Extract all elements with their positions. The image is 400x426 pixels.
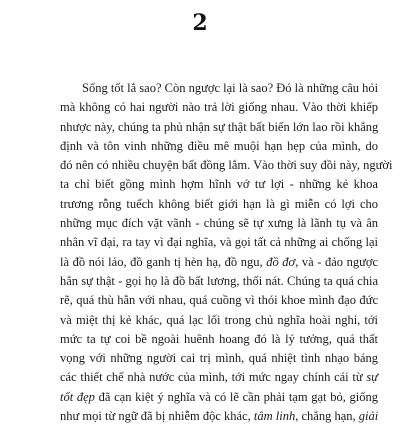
text-line xyxy=(60,79,378,98)
text-segment: những mục đích vặt vãnh - chúng sẽ tự xưng là lãnh tụ và ân xyxy=(60,216,378,231)
text-segment: như mọi từ ngữ đã bị nhiễm độc khác, xyxy=(60,409,254,424)
text-line xyxy=(60,214,378,233)
text-segment: đã cạn kiệt ý nghĩa và có lẽ cần phải tạm gạt bỏ, giống xyxy=(94,389,378,404)
text-line xyxy=(60,407,378,426)
text-line xyxy=(60,388,378,407)
text-segment: , chẳng hạn, xyxy=(295,409,359,424)
text-segment: mà không có hai người nào trả lời giống nhau. Vào thời khiếp xyxy=(60,100,378,115)
text-segment: hẳn sự thật - gọi họ là đồ bất lương, thối nát. Chúng ta quá chia xyxy=(60,273,378,288)
text-line xyxy=(60,291,378,310)
text-line xyxy=(60,195,378,214)
italic-text-segment: giải xyxy=(358,409,379,424)
text-segment: Sống tốt lắ sao? Còn ngược lại là sao? Đó là những câu hỏi xyxy=(82,81,379,95)
text-segment: các thiết chế nhà nước của mình, tới mức ngay chính cái từ xyxy=(60,370,367,385)
text-segment: định và tôn vinh những điều mê muội hạn hẹp của mình, do xyxy=(60,138,378,153)
text-line xyxy=(60,311,378,330)
text-line xyxy=(60,118,378,137)
body-paragraph xyxy=(60,79,393,426)
text-line xyxy=(60,349,378,368)
text-segment: nhược này, chúng ta phủ nhận sự thật bất biến lớn lao rồi khẳng xyxy=(60,119,379,134)
text-segment: nhân vĩ đại, ra tay vì đại nghĩa, và gọi tất cả những ai chống lại xyxy=(60,235,378,250)
text-segment: trương rỗng tuếch không biết giới hạn là gì miễn có lợi cho xyxy=(60,196,378,211)
text-segment: đó nên có nhiều chuyện bất đồng lắm. Vào thời suy đồi này, người xyxy=(60,158,393,173)
text-line xyxy=(60,137,378,156)
text-line xyxy=(60,368,378,387)
text-segment: và miệt thị kẻ khác, quá lạc lối trong chủ nghĩa hoài nghi, tới xyxy=(60,312,378,327)
italic-text-segment: đồ đơ xyxy=(266,254,296,269)
text-line xyxy=(60,233,378,252)
text-line xyxy=(60,98,378,117)
chapter-number: 2 xyxy=(192,10,208,36)
text-segment: mức ta tự coi bề ngoài huênh hoang đó là lý tưởng, quá thất xyxy=(60,331,378,346)
text-segment: ta chỉ biết gồng mình hợm hĩnh vớ tư lợi - những kẻ khoa xyxy=(60,177,378,192)
italic-text-segment: tâm linh xyxy=(253,409,296,424)
text-line xyxy=(60,272,378,291)
italic-text-segment: tốt đẹp xyxy=(60,389,95,404)
text-line xyxy=(60,156,393,175)
italic-text-segment: sự xyxy=(366,370,378,385)
text-segment: , và - đảo ngược xyxy=(295,254,379,269)
text-segment: là đồ nói láo, đồ ganh tị hèn hạ, đồ ngu, xyxy=(60,254,267,269)
text-segment: rẽ, quá thù hằn với nhau, quá cuồng vì thói khoe mình đạo đức xyxy=(60,293,378,308)
text-line xyxy=(60,330,378,349)
text-line xyxy=(60,253,378,272)
text-segment: vọng với những người cai trị mình, quá nhiệt tình nhạo báng xyxy=(60,351,378,366)
text-line xyxy=(60,175,378,194)
